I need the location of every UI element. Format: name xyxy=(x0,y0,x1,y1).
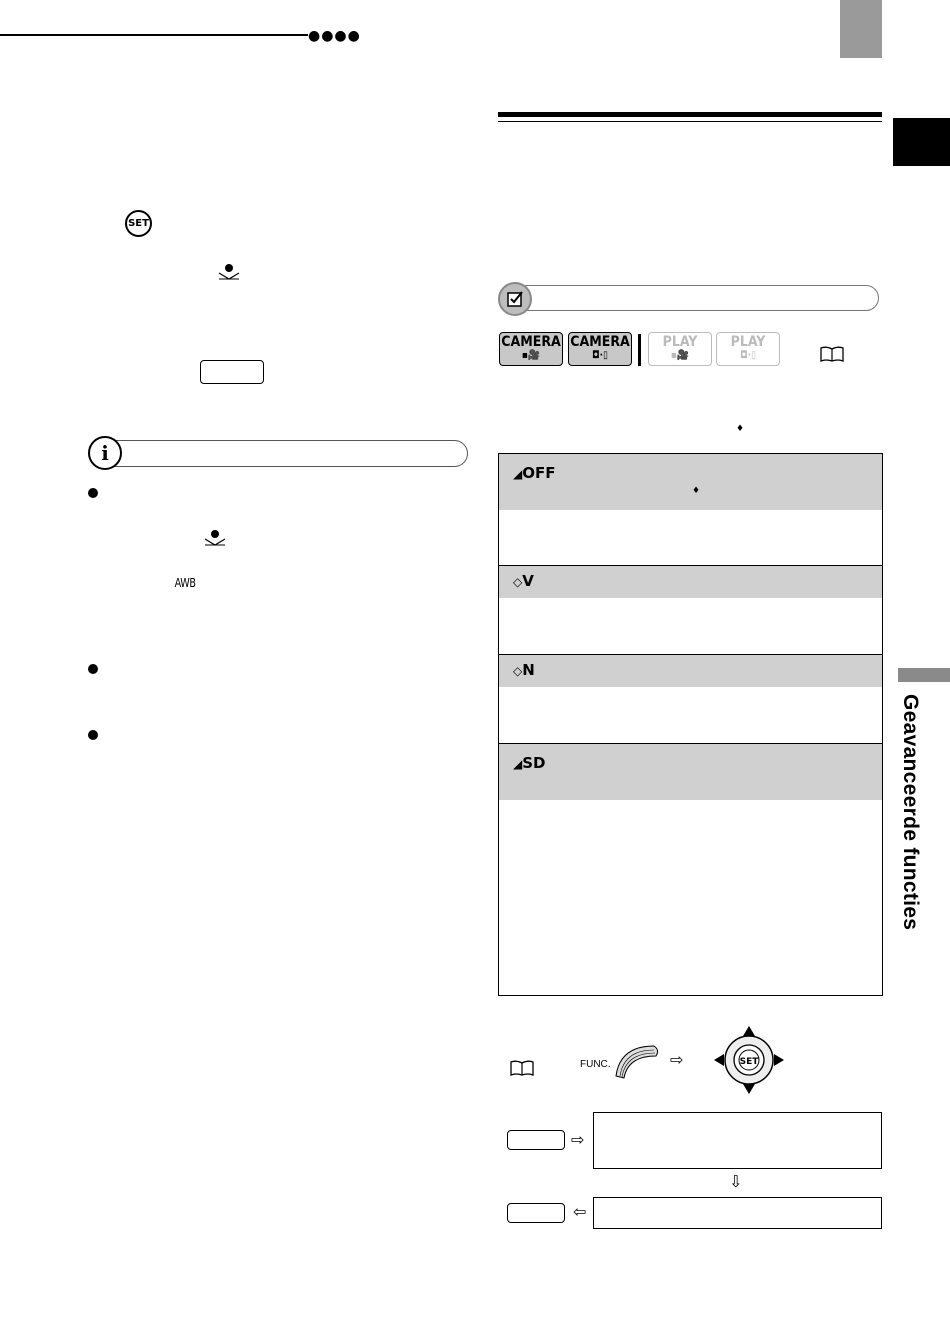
header-rule xyxy=(0,34,308,36)
info-icon xyxy=(88,436,122,470)
bullet-2 xyxy=(88,664,98,674)
section-rule-thin xyxy=(498,121,882,122)
function-button-box xyxy=(200,360,264,384)
func-button-icon xyxy=(614,1042,660,1080)
mode-label: CAMERA xyxy=(501,334,561,350)
top-tab-marker xyxy=(840,0,882,58)
effect-symbol: N xyxy=(522,661,535,679)
section-tab-marker xyxy=(893,118,950,166)
mode-label: CAMERA xyxy=(570,334,630,350)
mode-label: PLAY xyxy=(730,334,766,350)
func-label: FUNC. xyxy=(580,1059,611,1070)
chapter-tab-marker xyxy=(898,668,950,682)
effect-symbol: SD xyxy=(522,754,546,772)
effect-skin-detail-icon: ◢SD xyxy=(513,754,546,772)
chapter-title: Geavanceerde functies xyxy=(899,694,922,931)
effect-vivid-icon: ◇V xyxy=(513,572,534,590)
movie-icon: ▪🎥 xyxy=(670,350,690,361)
mode-camera-photo xyxy=(568,332,632,366)
movie-icon: ▪🎥 xyxy=(521,350,541,361)
table-row-header xyxy=(499,744,882,800)
mode-camera-movie xyxy=(499,332,563,366)
checkbox-icon xyxy=(498,282,532,316)
mode-label: PLAY xyxy=(662,334,698,350)
arrow-right-icon: ⇨ xyxy=(571,1130,585,1149)
photo-icon: ◘·▯ xyxy=(592,350,608,361)
set-button-icon xyxy=(125,210,152,237)
custom-white-balance-icon xyxy=(202,528,228,548)
arrow-down-icon: ⇩ xyxy=(729,1172,743,1191)
options-header-bar xyxy=(505,285,879,311)
auto-white-balance-icon: AWB xyxy=(174,576,196,590)
mode-play-movie xyxy=(648,332,712,366)
effect-symbol: V xyxy=(522,572,534,590)
table-row-header xyxy=(499,655,882,687)
menu-button-box xyxy=(507,1203,565,1223)
menu-button-box xyxy=(507,1130,565,1150)
default-marker-icon: ♦ xyxy=(736,424,745,434)
mode-separator xyxy=(638,334,641,366)
book-reference-icon xyxy=(820,346,844,362)
info-glyph: i xyxy=(101,441,109,465)
header-dots: ●●●● xyxy=(308,28,361,44)
bullet-1 xyxy=(88,488,98,498)
effect-symbol: OFF xyxy=(522,464,556,482)
joystick-set-label: SET xyxy=(739,1057,759,1067)
table-row-header xyxy=(499,454,882,510)
bullet-3 xyxy=(88,730,98,740)
note-header-bar xyxy=(90,440,468,467)
set-icon-label: SET xyxy=(128,218,149,229)
flow-step-box xyxy=(593,1112,882,1169)
arrow-right-icon: ⇨ xyxy=(670,1050,684,1069)
joystick-icon xyxy=(712,1024,786,1096)
table-row-header xyxy=(499,566,882,598)
flow-step-box xyxy=(593,1197,882,1229)
book-reference-icon xyxy=(510,1060,534,1076)
custom-white-balance-icon xyxy=(216,262,242,282)
effect-neutral-icon: ◇N xyxy=(513,661,535,679)
chapter-side-label xyxy=(898,694,928,944)
effect-off-icon: ◢OFF xyxy=(513,464,556,482)
section-rule-thick xyxy=(498,112,882,117)
arrow-left-icon: ⇦ xyxy=(573,1202,587,1221)
mode-play-photo xyxy=(716,332,780,366)
options-table xyxy=(498,453,883,996)
default-marker-icon: ♦ xyxy=(692,486,701,496)
photo-icon: ◘·▯ xyxy=(740,350,756,361)
